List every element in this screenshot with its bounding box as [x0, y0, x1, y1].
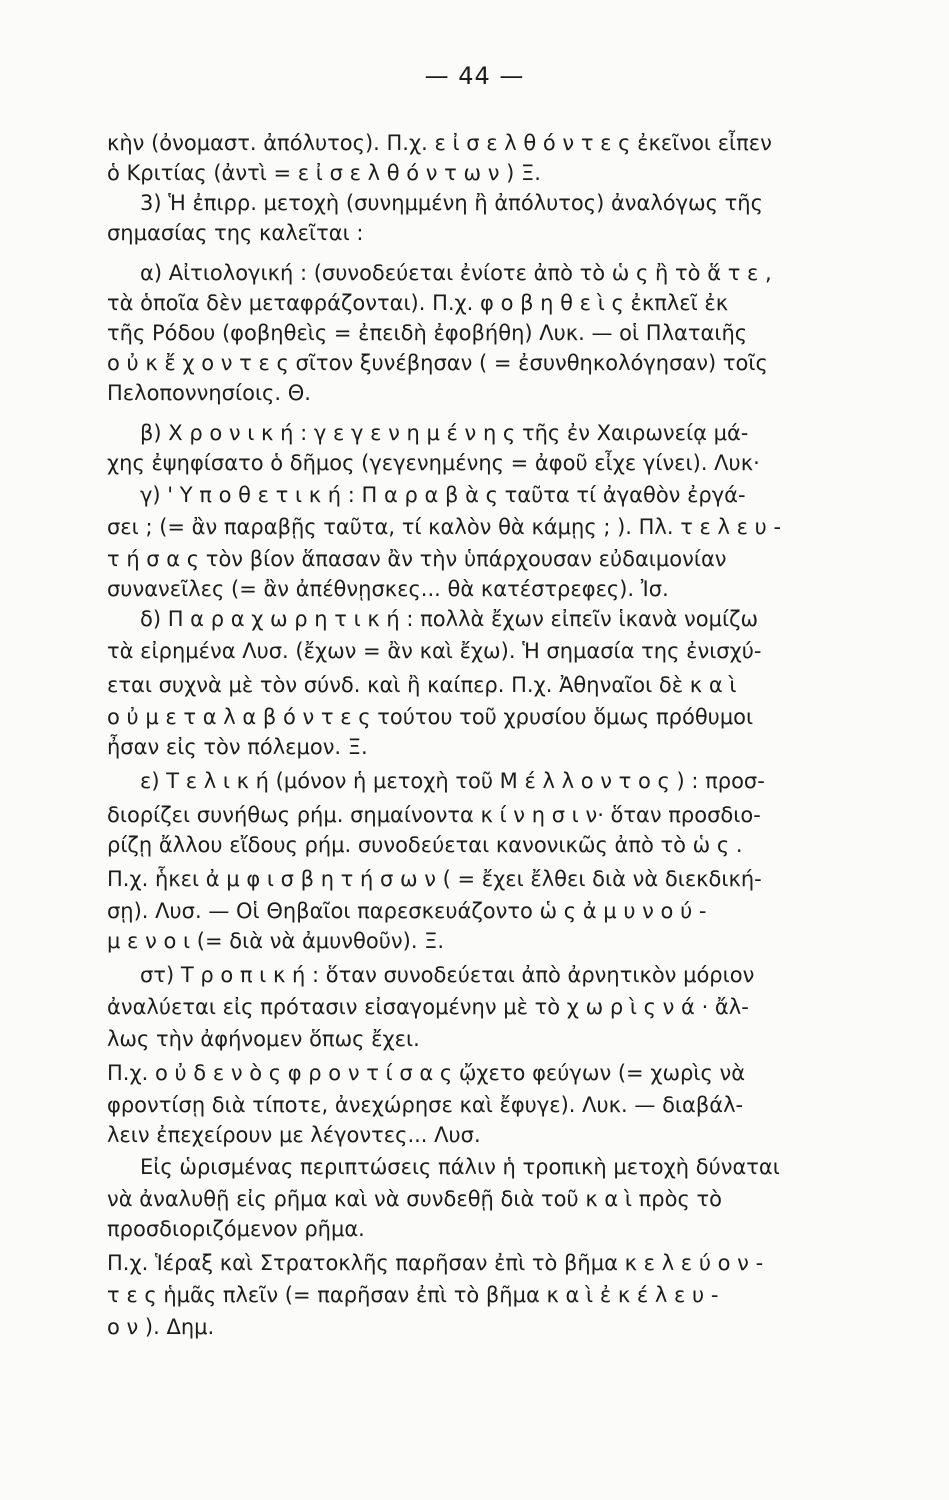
text-line: διορίζει συνήθως ρήμ. σημαίνοντα κ ί ν η σ ι ν· ὅταν προσδιο-: [107, 803, 761, 827]
text-line: γ) ' Υ π ο θ ε τ ι κ ή : Π α ρ α β ὰ ς ταῦτα τί ἀγαθὸν ἐργά-: [140, 483, 746, 507]
text-line: νὰ ἀναλυθῇ εἰς ρῆμα καὶ νὰ συνδεθῇ διὰ τοῦ κ α ὶ πρὸς τὸ: [107, 1187, 722, 1211]
text-line: φροντίσῃ διὰ τίποτε, ἀνεχώρησε καὶ ἔφυγε). Λυκ. — διαβάλ-: [107, 1093, 744, 1117]
text-line: εται συχνὰ μὲ τὸν σύνδ. καὶ ἢ καίπερ. Π.χ. Ἀθηναῖοι δὲ κ α ὶ: [107, 673, 737, 697]
text-line: στ) Τ ρ ο π ι κ ή : ὅταν συνοδεύεται ἀπὸ ἀρνητικὸν μόριον: [140, 963, 755, 987]
text-line: τῆς Ρόδου (φοβηθεὶς = ἐπειδὴ ἐφοβήθη) Λυκ. — οἱ Πλαταιῆς: [107, 321, 748, 345]
text-line: συνανεῖλες (= ἂν ἀπέθνῃσκες... θὰ κατέστρεφες). Ἰσ.: [107, 577, 669, 601]
text-line: σημασίας της καλεῖται :: [107, 221, 364, 245]
text-line: ἦσαν εἰς τὸν πόλεμον. Ξ.: [107, 735, 368, 759]
text-line: κὴν (ὀνομαστ. ἀπόλυτος). Π.χ. ε ἰ σ ε λ θ ό ν τ ε ς ἐκεῖνοι εἶπεν: [107, 131, 772, 155]
text-line: προσδιοριζόμενον ρῆμα.: [107, 1217, 365, 1241]
text-line: δ) Π α ρ α χ ω ρ η τ ι κ ή : πολλὰ ἔχων εἰπεῖν ἱκανὰ νομίζω: [140, 607, 759, 631]
text-line: Π.χ. ἧκει ἀ μ φ ι σ β η τ ή σ ω ν ( = ἔχει ἔλθει διὰ νὰ διεκδική-: [107, 867, 762, 891]
text-line: β) Χ ρ ο ν ι κ ή : γ ε γ ε ν η μ έ ν η ς τῆς ἐν Χαιρωνείᾳ μά-: [140, 421, 749, 445]
text-line: ε) Τ ε λ ι κ ή (μόνον ἡ μετοχὴ τοῦ Μ έ λ λ ο ν τ ο ς ) : προσ-: [140, 769, 765, 793]
text-line: χης ἐψηφίσατο ὁ δῆμος (γεγενημένης = ἀφοῦ εἶχε γίνει). Λυκ·: [107, 451, 760, 475]
text-line: Π.χ. Ἱέραξ καὶ Στρατοκλῆς παρῆσαν ἐπὶ τὸ βῆμα κ ε λ ε ύ ο ν -: [107, 1251, 764, 1275]
text-line: ο ν ). Δημ.: [107, 1315, 215, 1339]
text-line: Π.χ. ο ὐ δ ε ν ὸ ς φ ρ ο ν τ ί σ α ς ᾤχετο φεύγων (= χωρὶς νὰ: [107, 1061, 746, 1085]
page-number: — 44 —: [424, 62, 525, 90]
text-line: σῃ). Λυσ. — Οἱ Θηβαῖοι παρεσκευάζοντο ὡ ς ἀ μ υ ν ο ύ -: [107, 899, 707, 923]
text-line: ο ὐ κ ἔ χ ο ν τ ε ς σῖτον ξυνέβησαν ( = ἐσυνθηκολόγησαν) τοῖς: [107, 351, 768, 375]
text-line: μ ε ν ο ι (= διὰ νὰ ἀμυνθοῦν). Ξ.: [107, 929, 445, 953]
text-line: σει ; (= ἂν παραβῇς ταῦτα, τί καλὸν θὰ κάμῃς ; ). Πλ. τ ε λ ε υ -: [107, 515, 782, 539]
text-line: τὰ ὁποῖα δὲν μεταφράζονται). Π.χ. φ ο β η θ ε ὶ ς ἐκπλεῖ ἐκ: [107, 291, 729, 315]
text-line: τ ή σ α ς τὸν βίον ἅπασαν ἂν τὴν ὑπάρχουσαν εὐδαιμονίαν: [107, 547, 727, 571]
text-line: τ ε ς ἡμᾶς πλεῖν (= παρῆσαν ἐπὶ τὸ βῆμα κ α ὶ ἐ κ έ λ ε υ -: [107, 1283, 719, 1307]
text-line: τὰ εἰρημένα Λυσ. (ἔχων = ἂν καὶ ἔχω). Ἡ σημασία της ἐνισχύ-: [107, 639, 762, 663]
text-line: ὁ Κριτίας (ἀντὶ = ε ἰ σ ε λ θ ό ν τ ω ν ) Ξ.: [107, 161, 541, 185]
text-line: λειν ἐπεχείρουν με λέγοντες... Λυσ.: [107, 1123, 481, 1147]
text-line: ἀναλύεται εἰς πρότασιν εἰσαγομένην μὲ τὸ χ ω ρ ὶ ς ν ά · ἄλ-: [107, 995, 749, 1019]
text-line: ο ὐ μ ε τ α λ α β ό ν τ ε ς τούτου τοῦ χρυσίου ὅμως πρόθυμοι: [107, 705, 754, 729]
text-line: Εἰς ὡρισμένας περιπτώσεις πάλιν ἡ τροπικὴ μετοχὴ δύναται: [140, 1155, 780, 1179]
text-line: ρίζῃ ἄλλου εἴδους ρήμ. συνοδεύεται κανονικῶς ἀπὸ τὸ ὡ ς .: [107, 833, 743, 857]
text-line: α) Αἰτιολογική : (συνοδεύεται ἐνίοτε ἀπὸ τὸ ὡ ς ἢ τὸ ἅ τ ε ,: [140, 261, 772, 285]
text-line: λως τὴν ἀφήνομεν ὅπως ἔχει.: [107, 1027, 420, 1051]
text-line: Πελοποννησίοις. Θ.: [107, 381, 311, 405]
text-line: 3) Ἡ ἐπιρρ. μετοχὴ (συνημμένη ἢ ἀπόλυτος) ἀναλόγως τῆς: [140, 191, 763, 215]
